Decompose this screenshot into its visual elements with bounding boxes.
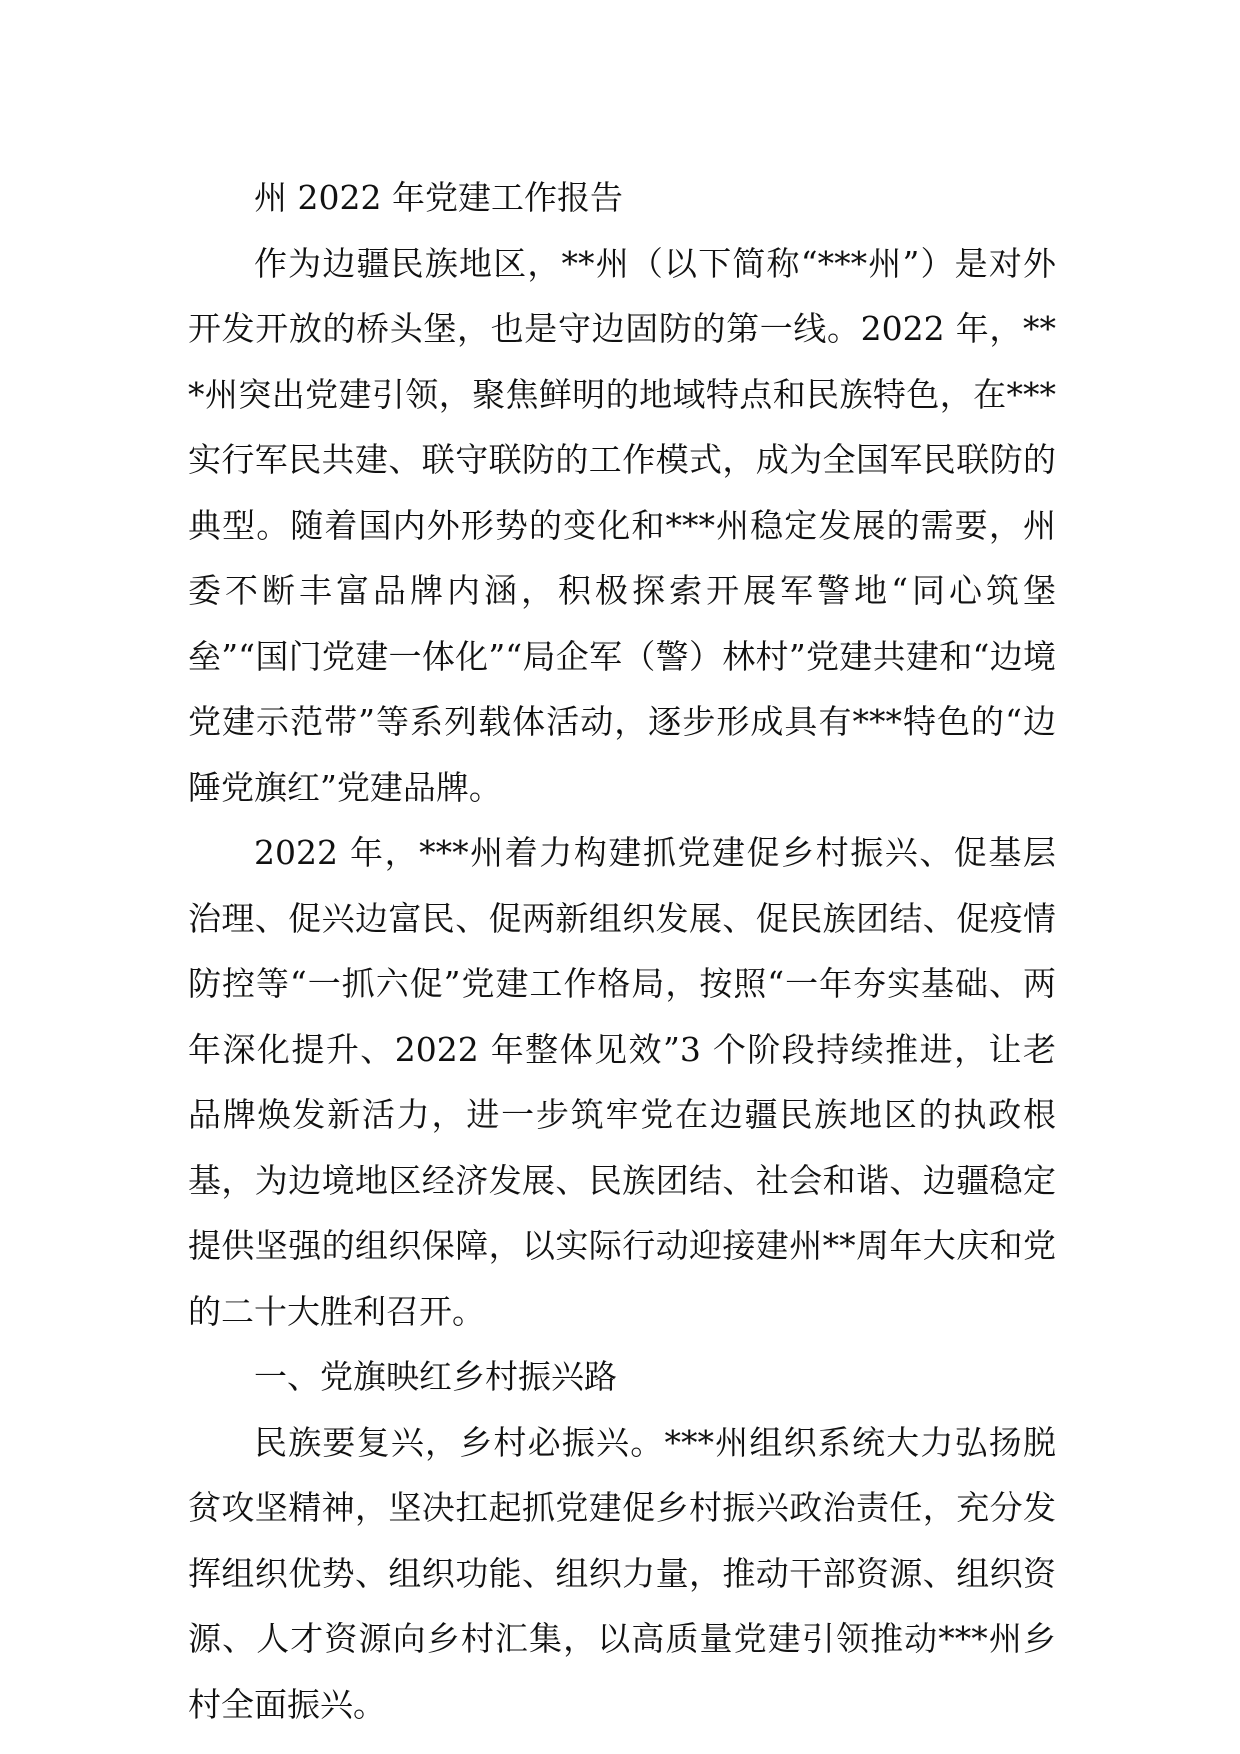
- document-body: [188, 165, 1056, 1737]
- section-paragraph: 民族要复兴，乡村必振兴。***州组织系统大力弘扬脱贫攻坚精神，坚决扛起抓党建促乡村振兴政治责任，充分发挥组织优势、组织功能、组织力量，推动干部资源、组织资源、人才资源向乡村汇集，以高质量党建引领推动***州乡村全面振兴。: [188, 1422, 1056, 1724]
- section-heading: 一、党旗映红乡村振兴路: [254, 1357, 617, 1396]
- paragraph-2022: 2022 年，***州着力构建抓党建促乡村振兴、促基层治理、促兴边富民、促两新组织发展、促民族团结、促疫情防控等“一抓六促”党建工作格局，按照“一年夯实基础、两年深化提升、2022 年整体见效”3 个阶段持续推进，让老品牌焕发新活力，进一步筑牢党在边疆民族地区的执政根基，为边境地区经济发展、民族团结、社会和谐、边疆稳定提供坚强的组织保障，以实际行动迎接建州**周年大庆和党的二十大胜利召开。: [188, 833, 1056, 1331]
- document-title: 州 2022 年党建工作报告: [254, 178, 623, 217]
- paragraph-intro: 作为边疆民族地区，**州（以下简称“***州”）是对外开发开放的桥头堡，也是守边固防的第一线。2022 年，***州突出党建引领，聚焦鲜明的地域特点和民族特色，在***实行军民共建、联守联防的工作模式，成为全国军民联防的典型。随着国内外形势的变化和***州稳定发展的需要，州委不断丰富品牌内涵，积极探索开展军警地“同心筑堡垒”“国门党建一体化”“局企军（警）林村”党建共建和“边境党建示范带”等系列载体活动，逐步形成具有***特色的“边陲党旗红”党建品牌。: [188, 243, 1056, 807]
